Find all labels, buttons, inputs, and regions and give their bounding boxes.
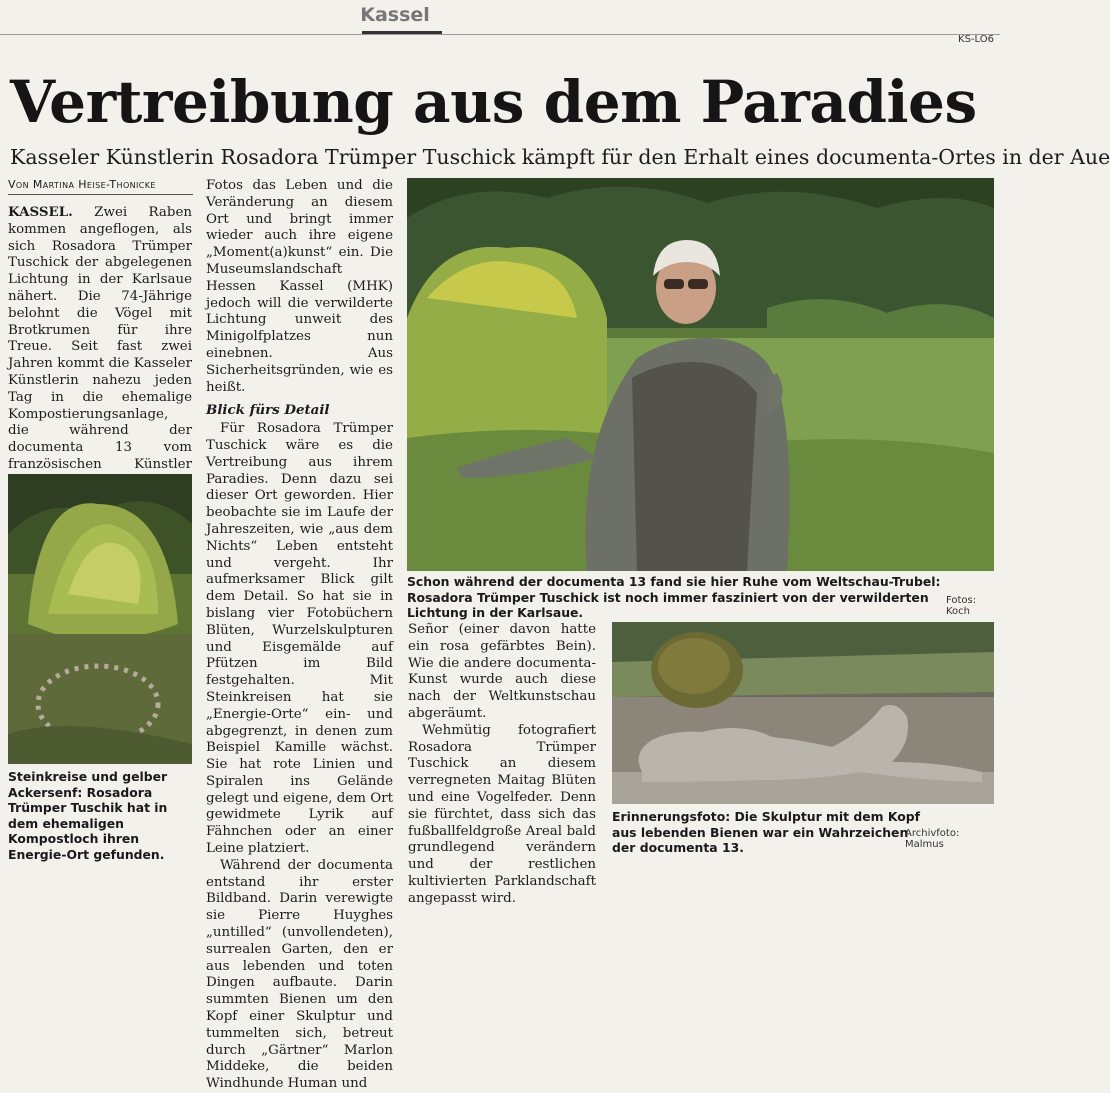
- dateline: KASSEL.: [8, 204, 73, 220]
- column-2-paragraph-1: Fotos das Leben und die Veränderung an diesem Ort und bringt immer wieder auch ihre eigene „Moment(a)kunst“ ein. Die Museumslandschaft Hessen Kassel (MHK) jedoch will die verwilderte Lichtung unweit des Minigolfplatzes nun einebnen. Aus Sicherheitsgründen, wie es heißt.: [206, 178, 393, 395]
- sculpture-photo-credit: Archivfoto: Malmus: [905, 828, 960, 850]
- column-2-paragraph-2: Für Rosadora Trümper Tuschick wäre es die Vertreibung aus ihrem Paradies. Denn dazu sei dieser Ort geworden. Hier beobachte sie im Laufe der Jahreszeiten, wie „aus dem Nichts“ Leben entsteht und vergeht. Ihr aufmerksamer Blick gilt dem Detail. So hat sie in bislang vier Fotobüchern Blüten, Wurzelskulpturen und Eisgemälde auf Pfützen im Bild festgehalten. Mit Steinkreisen hat sie „Energie-Orte“ ein- und abgegrenzt, in denen zum Beispiel Kamille wächst. Sie hat rote Linien und Spiralen ins Gelände gelegt und eigene, dem Ort gewidmete Lyrik auf Fähnchen oder an einer Leine platziert.: [206, 421, 393, 857]
- sculpture-photo-caption: Erinnerungsfoto: Die Skulptur mit dem Kopf aus lebenden Bienen war ein Wahrzeichen der documenta 13.: [612, 809, 921, 855]
- main-photo-credit: Fotos: Koch: [946, 595, 977, 617]
- column-3-paragraph-2: Wehmütig fotografiert Rosadora Trümper Tuschick an diesem verregneten Maitag Blüten und eine Vogelfeder. Denn sie fürchtet, dass sich das fußballfeldgroße Areal bald grundlegend verändern und der restlichen kultivierten Parklandschaft angepasst wird.: [408, 722, 596, 906]
- left-photo-caption: Steinkreise und gelber Ackersenf: Rosadora Trümper Tuschik hat in dem ehemaligen Kompostloch ihren Energie-Ort gefunden.: [8, 769, 168, 862]
- subheadline: Kasseler Künstlerin Rosadora Trümper Tuschick kämpft für den Erhalt eines documenta-Ortes in der Aue: [10, 145, 1110, 169]
- article-column-3: [408, 622, 596, 908]
- stone-circle-photo: [8, 474, 192, 764]
- column-1-paragraph-1: Zwei Raben kommen angeflogen, als sich Rosadora Trümper Tuschick der abgelegenen Lichtung in der Karlsaue nähert. Die 74-Jährige belohnt die Vögel mit Brotkrumen für ihre Treue. Seit fast zwei Jahren kommt die Kasseler Künstlerin nahezu jeden Tag in die ehemalige Kompostierungsanlage, die während der documenta 13 vom französischen Künstler: [8, 205, 192, 472]
- column-3-paragraph-1: Señor (einer davon hatte ein rosa gefärbtes Bein). Wie die andere documenta-Kunst wurde auch diese nach der Weltkunstschau abgeräumt.: [408, 622, 596, 721]
- headline: Vertreibung aus dem Paradies: [10, 68, 977, 136]
- main-photo-caption: Schon während der documenta 13 fand sie hier Ruhe vom Weltschau-Trubel: Rosadora Trümper Tuschick ist noch immer fasziniert von der verwilderten Lichtung in der Karlsaue.: [407, 574, 941, 620]
- main-photo-artist: [407, 178, 994, 571]
- byline: Von Martina Heise-Thonicke: [8, 178, 193, 195]
- section-title: Kassel: [360, 4, 430, 26]
- column-2-paragraph-3: Während der documenta entstand ihr erster Bildband. Darin verewigte sie Pierre Huyghes „untilled“ (unvollendeten), surrealen Garten, den er aus lebenden und toten Dingen aufbaute. Darin summten Bienen um den Kopf einer Skulptur und tummelten sich, betreut durch „Gärtner“ Marlon Middeke, die beiden Windhunde Human und: [206, 857, 393, 1092]
- article-subheading: Blick fürs Detail: [206, 402, 330, 419]
- header-rule: [0, 34, 1000, 35]
- sculpture-photo: [612, 622, 994, 804]
- page-code: KS-LO6: [958, 34, 994, 45]
- article-column-2: [206, 178, 393, 1093]
